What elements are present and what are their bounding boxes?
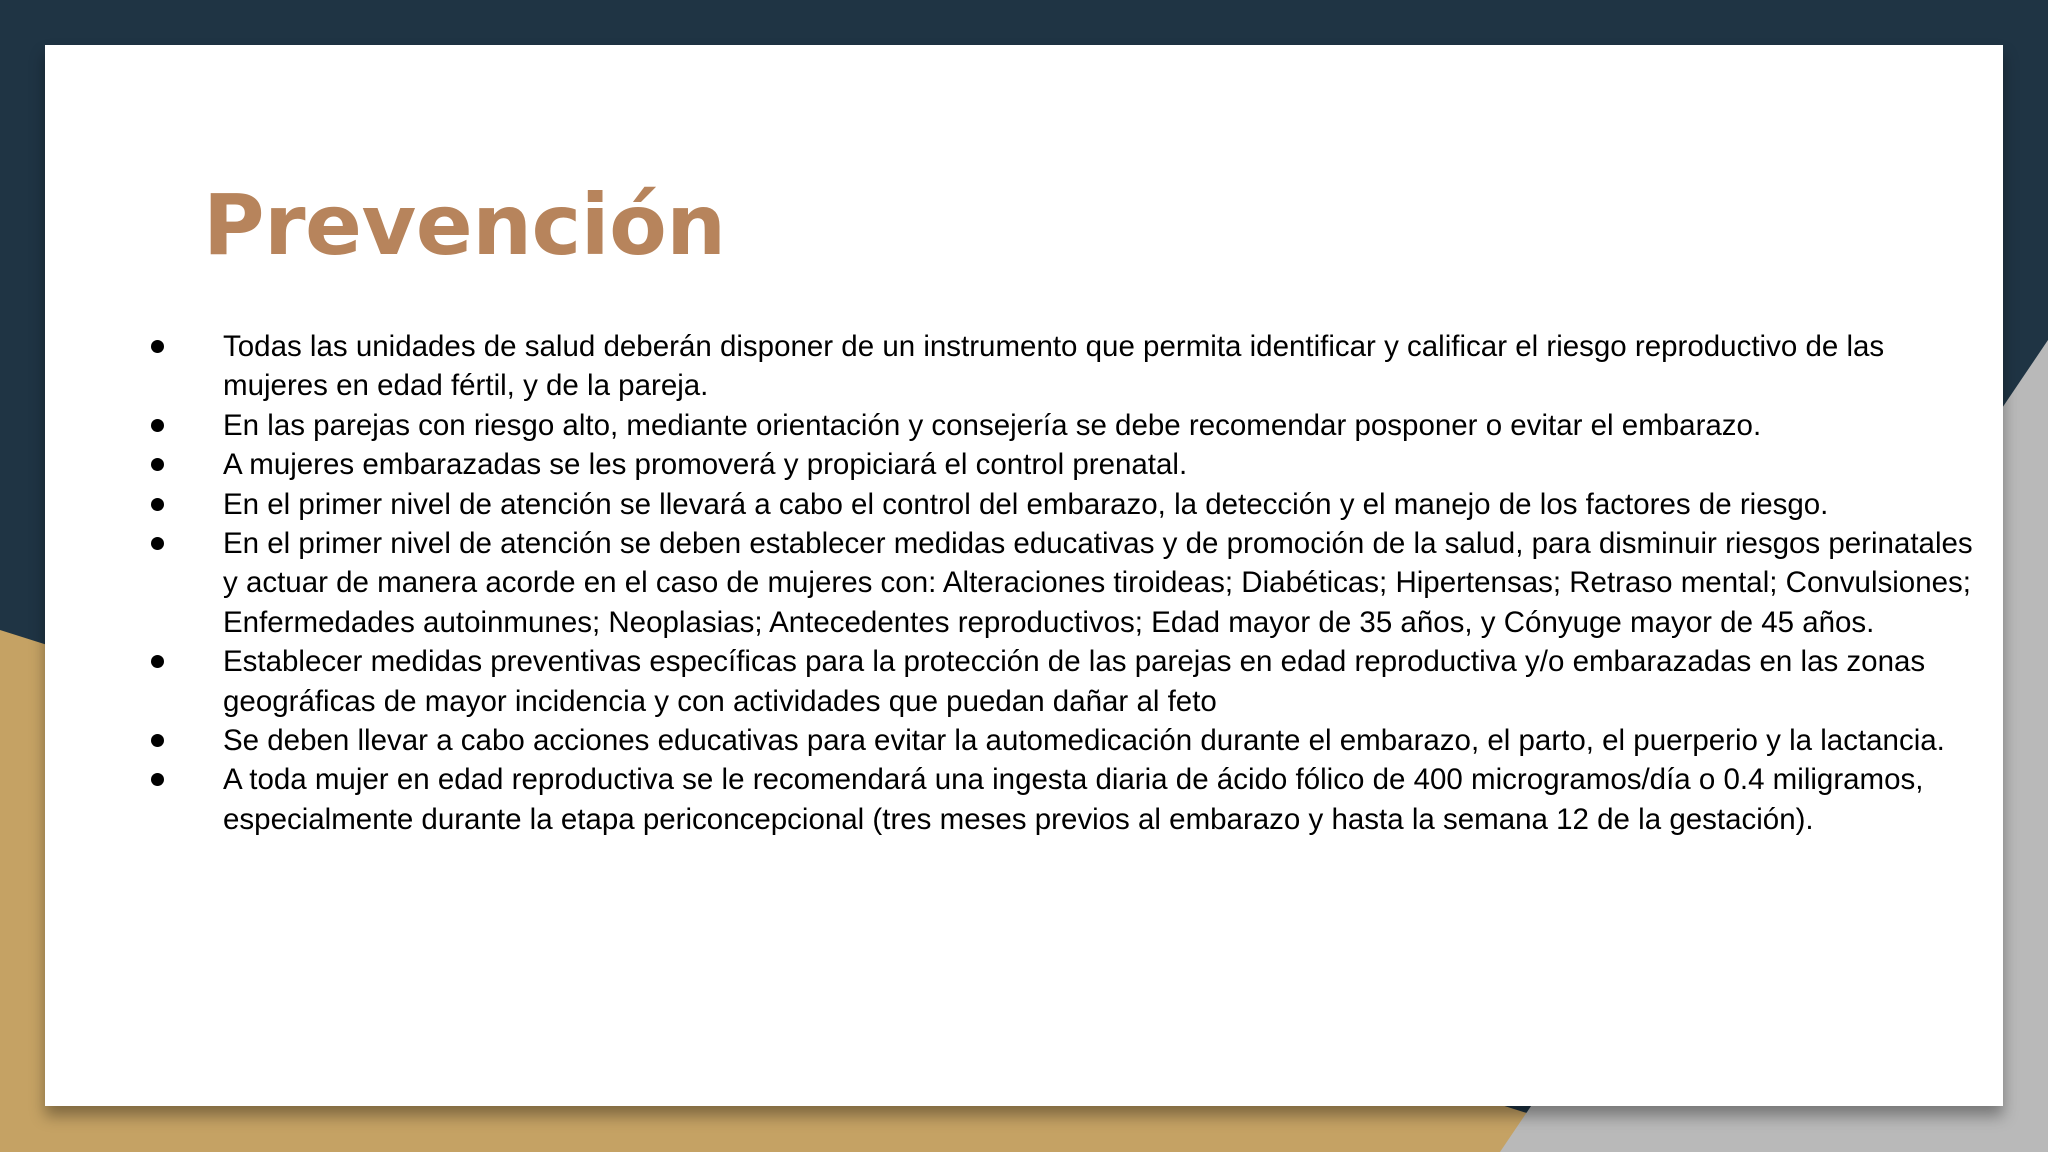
bullet-text: En el primer nivel de atención se deben establecer medidas educativas y de promoción de la salud, para disminuir riesgos perinatales y actuar de manera acorde en el caso de mujeres con: Alteraciones tiroideas; Diabéticas; Hipertensas; Retraso mental; Convulsiones; Enfermedades autoinmunes; Neoplasias; Antecedentes reproductivos; Edad mayor de 35 años, y Cónyuge mayor de 45 años.: [223, 527, 1973, 639]
list-item: [223, 760, 1980, 839]
list-item: [223, 485, 1980, 524]
list-item: [223, 327, 1980, 406]
list-item: [223, 406, 1980, 445]
slide-title: Prevención: [203, 176, 726, 274]
list-item: [223, 721, 1980, 760]
bullet-icon: [151, 734, 164, 747]
bullet-text: En el primer nivel de atención se llevará a cabo el control del embarazo, la detección y el manejo de los factores de riesgo.: [223, 487, 1829, 521]
bullet-icon: [151, 498, 164, 511]
bullet-text: Establecer medidas preventivas específicas para la protección de las parejas en edad reproductiva y/o embarazadas en las zonas geográficas de mayor incidencia y con actividades que puedan dañar al feto: [223, 645, 1926, 718]
list-item: [223, 642, 1980, 721]
bullet-list: [178, 327, 1980, 839]
list-item: [223, 445, 1980, 484]
bullet-text: Todas las unidades de salud deberán disponer de un instrumento que permita identificar y calificar el riesgo reproductivo de las mujeres en edad fértil, y de la pareja.: [223, 330, 1885, 403]
bullet-icon: [151, 419, 164, 432]
bullet-icon: [151, 537, 164, 550]
list-item: [223, 524, 1980, 642]
bullet-text: En las parejas con riesgo alto, mediante orientación y consejería se debe recomendar posponer o evitar el embarazo.: [223, 408, 1762, 442]
bullet-icon: [151, 340, 164, 353]
bullet-text: Se deben llevar a cabo acciones educativas para evitar la automedicación durante el embarazo, el parto, el puerperio y la lactancia.: [223, 724, 1945, 758]
bullet-text: A mujeres embarazadas se les promoverá y propiciará el control prenatal.: [223, 448, 1188, 482]
bullet-text: A toda mujer en edad reproductiva se le recomendará una ingesta diaria de ácido fólico de 400 microgramos/día o 0.4 miligramos, especialmente durante la etapa periconcepcional (tres meses previos al embarazo y hasta la semana 12 de la gestación).: [223, 763, 1924, 836]
